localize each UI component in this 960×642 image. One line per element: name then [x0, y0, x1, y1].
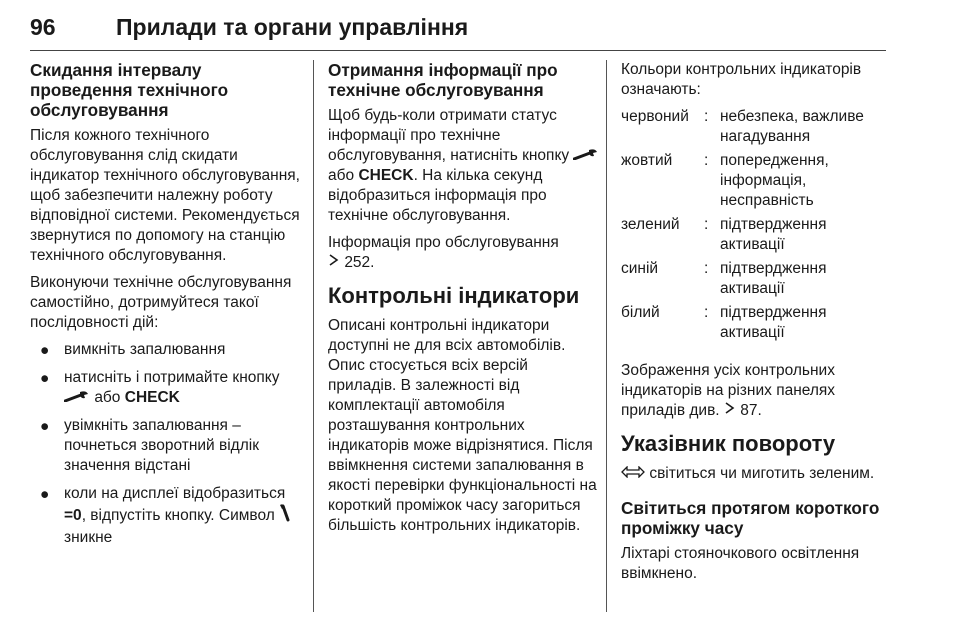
paragraph-parking-lights: Ліхтарі стояночкового освітлення ввімкнено.: [621, 545, 860, 583]
column-2: [328, 60, 600, 543]
paragraph-reset-intro: Після кожного технічного обслуговування слід скидати індикатор технічного обслуговування, щоб забезпечити належну роботу відповідної системи. Рекомендується звернутися по допомогу на станцію технічного обслуговування.: [30, 127, 300, 264]
turn-signal-icon: [621, 464, 645, 484]
color-separator: :: [704, 304, 709, 321]
table-row: [621, 107, 891, 151]
color-separator: :: [704, 152, 709, 169]
color-separator: :: [704, 260, 709, 277]
reference-arrow-icon: [328, 253, 340, 273]
reference-arrow-icon: [724, 401, 736, 421]
color-name: синій: [621, 260, 659, 277]
column-divider-2: [606, 60, 607, 612]
colors-table: [621, 107, 891, 347]
steps-list: [30, 340, 302, 548]
color-meaning: підтвердження активації: [720, 304, 827, 341]
color-name: зелений: [621, 216, 680, 233]
color-meaning: підтвердження активації: [720, 216, 827, 253]
bullet-dot: ●: [40, 486, 50, 504]
page-number: 96: [30, 14, 56, 40]
table-row: [621, 303, 891, 347]
color-name: білий: [621, 304, 660, 321]
bullet-dot: ●: [40, 342, 50, 359]
list-item: ● натисніть і потримайте кнопку або CHECK: [40, 369, 280, 407]
wrench-icon: [64, 388, 90, 408]
paragraph-warning-lights: Описані контрольні індикатори доступні не для всіх автомобілів. Опис стосується всіх версій приладів. В залежності від комплектації автомобіля розташування контрольних індикаторів може відрізнятися. Після ввімкнення системи запалювання в якості перевірки функціональності на короткий проміжок часу загориться більшість контрольних індикаторів.: [328, 317, 597, 535]
bullet-dot: ●: [40, 418, 50, 436]
section-heading-short-time: Світиться протягом короткого проміжку часу: [621, 498, 880, 539]
column-1: [30, 60, 302, 556]
section-heading-turn-signal: Указівник повороту: [621, 431, 836, 457]
list-item: ● вимкніть запалювання: [40, 341, 226, 359]
column-3: [621, 60, 891, 591]
table-row: [621, 215, 891, 259]
wrench-icon: [573, 146, 599, 166]
paragraph-service-info: Щоб будь-коли отримати статус інформації про технічне обслуговування, натисніть кнопку або CHECK. На кілька секунд відобразиться інформація про технічне обслуговування.: [328, 106, 600, 226]
bullet-dot: ●: [40, 370, 50, 387]
color-meaning: підтвердження активації: [720, 260, 827, 297]
paragraph-turn-signal: світиться чи миготить зеленим.: [621, 464, 891, 484]
color-separator: :: [704, 108, 709, 125]
page-header: [30, 14, 886, 48]
color-meaning: попередження, інформація, несправність: [720, 152, 829, 209]
paragraph-colors-intro: Кольори контрольних індикаторів означають:: [621, 61, 862, 98]
table-row: [621, 259, 891, 303]
color-name: червоний: [621, 108, 689, 125]
header-rule: [30, 50, 886, 51]
section-heading-reset-interval: Скидання інтервалу проведення технічного обслуговування: [30, 60, 229, 120]
paragraph-all-indicators: Зображення усіх контрольних індикаторів на різних панелях приладів див. 87.: [621, 362, 836, 420]
page-reference[interactable]: 252.: [344, 254, 375, 272]
list-item: ● коли на дисплеї відобразиться =0, відпустіть кнопку. Символ зникне: [30, 484, 302, 548]
section-heading-service-info: Отримання інформації про технічне обслуговування: [328, 60, 558, 100]
column-divider-1: [313, 60, 314, 612]
table-row: [621, 151, 891, 215]
color-meaning: небезпека, важливе нагадування: [720, 108, 864, 145]
color-name: жовтий: [621, 152, 673, 169]
list-item: ● увімкніть запалювання – почнеться зворотний відлік значення відстані: [40, 417, 259, 475]
page-title: Прилади та органи управління: [116, 14, 469, 40]
paragraph-steps-intro: Виконуючи технічне обслуговування самостійно, дотримуйтеся такої послідовності дій:: [30, 274, 292, 331]
wrench-icon: [279, 504, 291, 528]
color-separator: :: [704, 216, 709, 233]
section-heading-warning-lights: Контрольні індикатори: [328, 283, 580, 309]
paragraph-service-ref: Інформація про обслуговування 252.: [328, 234, 559, 272]
page-reference[interactable]: 87.: [740, 402, 762, 420]
